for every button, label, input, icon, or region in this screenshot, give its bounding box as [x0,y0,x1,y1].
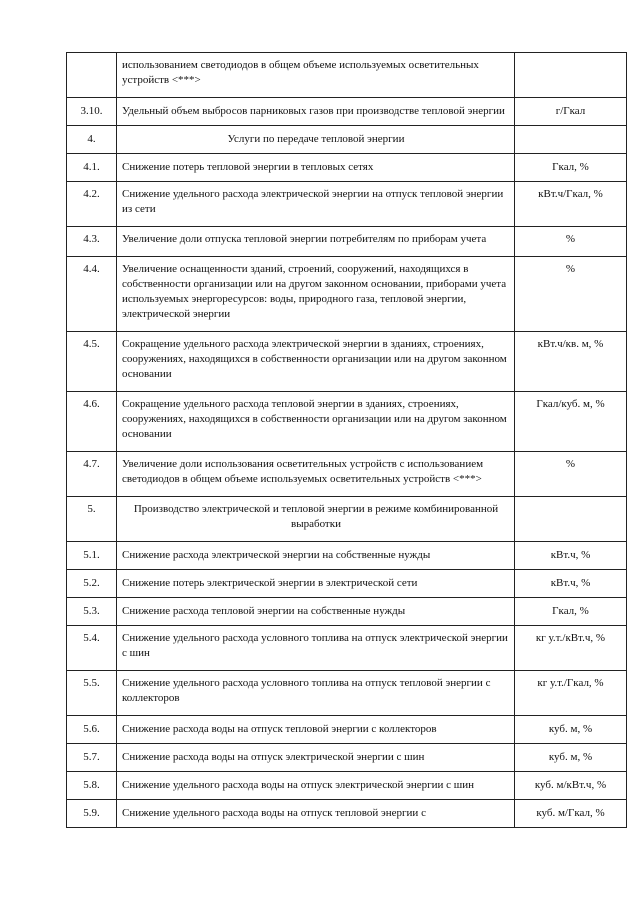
unit-of-measure [515,126,627,154]
indicator-name: Увеличение доли использования осветительных устройств с использованием светодиодов в общем объеме используемых осветительных устройств <***> [117,452,515,497]
indicator-name: Снижение удельного расхода условного топлива на отпуск тепловой энергии с коллекторов [117,671,515,716]
section-row [67,497,627,542]
row-number: 5.6. [67,716,117,744]
section-title: Производство электрической и тепловой энергии в режиме комбинированной выработки [117,497,515,542]
row-number: 4.1. [67,154,117,182]
unit-of-measure: % [515,227,627,257]
indicator-name: Снижение удельного расхода воды на отпуск электрической энергии с шин [117,772,515,800]
table-row [67,598,627,626]
row-number: 4.4. [67,257,117,332]
indicator-name: Снижение удельного расхода условного топлива на отпуск электрической энергии с шин [117,626,515,671]
indicator-name: Снижение потерь тепловой энергии в тепловых сетях [117,154,515,182]
table-row [67,542,627,570]
unit-of-measure: куб. м/Гкал, % [515,800,627,828]
table-row [67,626,627,671]
table-row [67,182,627,227]
unit-of-measure: куб. м, % [515,716,627,744]
document-page [66,52,626,828]
unit-of-measure: Гкал, % [515,154,627,182]
table-row [67,53,627,98]
unit-of-measure: г/Гкал [515,98,627,126]
section-row [67,126,627,154]
table-row [67,800,627,828]
indicator-name: Снижение расхода тепловой энергии на собственные нужды [117,598,515,626]
row-number: 5. [67,497,117,542]
unit-of-measure: кг у.т./Гкал, % [515,671,627,716]
indicator-name: Удельный объем выбросов парниковых газов при производстве тепловой энергии [117,98,515,126]
indicator-name: Сокращение удельного расхода тепловой энергии в зданиях, строениях, сооружениях, находящихся в собственности организации или на другом законном основании [117,392,515,452]
unit-of-measure [515,53,627,98]
row-number: 3.10. [67,98,117,126]
table-row [67,227,627,257]
unit-of-measure: % [515,452,627,497]
unit-of-measure: кг у.т./кВт.ч, % [515,626,627,671]
table-row [67,671,627,716]
row-number: 5.5. [67,671,117,716]
indicator-name: Увеличение доли отпуска тепловой энергии потребителям по приборам учета [117,227,515,257]
row-number [67,53,117,98]
row-number: 5.1. [67,542,117,570]
section-title: Услуги по передаче тепловой энергии [117,126,515,154]
unit-of-measure: кВт.ч, % [515,542,627,570]
row-number: 4.5. [67,332,117,392]
row-number: 5.4. [67,626,117,671]
table-row [67,744,627,772]
indicator-name: Снижение удельного расхода воды на отпуск тепловой энергии с [117,800,515,828]
unit-of-measure: кВт.ч, % [515,570,627,598]
unit-of-measure: кВт.ч/Гкал, % [515,182,627,227]
indicator-name: Снижение расхода воды на отпуск электрической энергии с шин [117,744,515,772]
indicator-name: Снижение расхода воды на отпуск тепловой энергии с коллекторов [117,716,515,744]
row-number: 5.9. [67,800,117,828]
row-number: 4.7. [67,452,117,497]
unit-of-measure: кВт.ч/кв. м, % [515,332,627,392]
unit-of-measure [515,497,627,542]
indicator-name: использованием светодиодов в общем объеме используемых осветительных устройств <***> [117,53,515,98]
row-number: 5.7. [67,744,117,772]
table-row [67,452,627,497]
table-row [67,772,627,800]
unit-of-measure: куб. м, % [515,744,627,772]
unit-of-measure: куб. м/кВт.ч, % [515,772,627,800]
row-number: 5.8. [67,772,117,800]
table-row [67,392,627,452]
table-row [67,257,627,332]
indicators-table-body [67,53,627,828]
table-row [67,98,627,126]
row-number: 5.2. [67,570,117,598]
row-number: 5.3. [67,598,117,626]
unit-of-measure: % [515,257,627,332]
indicator-name: Снижение потерь электрической энергии в электрической сети [117,570,515,598]
indicator-name: Снижение расхода электрической энергии на собственные нужды [117,542,515,570]
indicators-table [66,52,627,828]
row-number: 4.6. [67,392,117,452]
unit-of-measure: Гкал, % [515,598,627,626]
table-row [67,332,627,392]
indicator-name: Сокращение удельного расхода электрической энергии в зданиях, строениях, сооружениях, находящихся в собственности организации или на другом законном основании [117,332,515,392]
table-row [67,154,627,182]
indicator-name: Снижение удельного расхода электрической энергии на отпуск тепловой энергии из сети [117,182,515,227]
row-number: 4.2. [67,182,117,227]
row-number: 4. [67,126,117,154]
table-row [67,716,627,744]
unit-of-measure: Гкал/куб. м, % [515,392,627,452]
row-number: 4.3. [67,227,117,257]
table-row [67,570,627,598]
indicator-name: Увеличение оснащенности зданий, строений, сооружений, находящихся в собственности организации или на другом законном основании, приборами учета используемых энергоресурсов: воды, природного газа, тепловой энергии, электрической энергии [117,257,515,332]
